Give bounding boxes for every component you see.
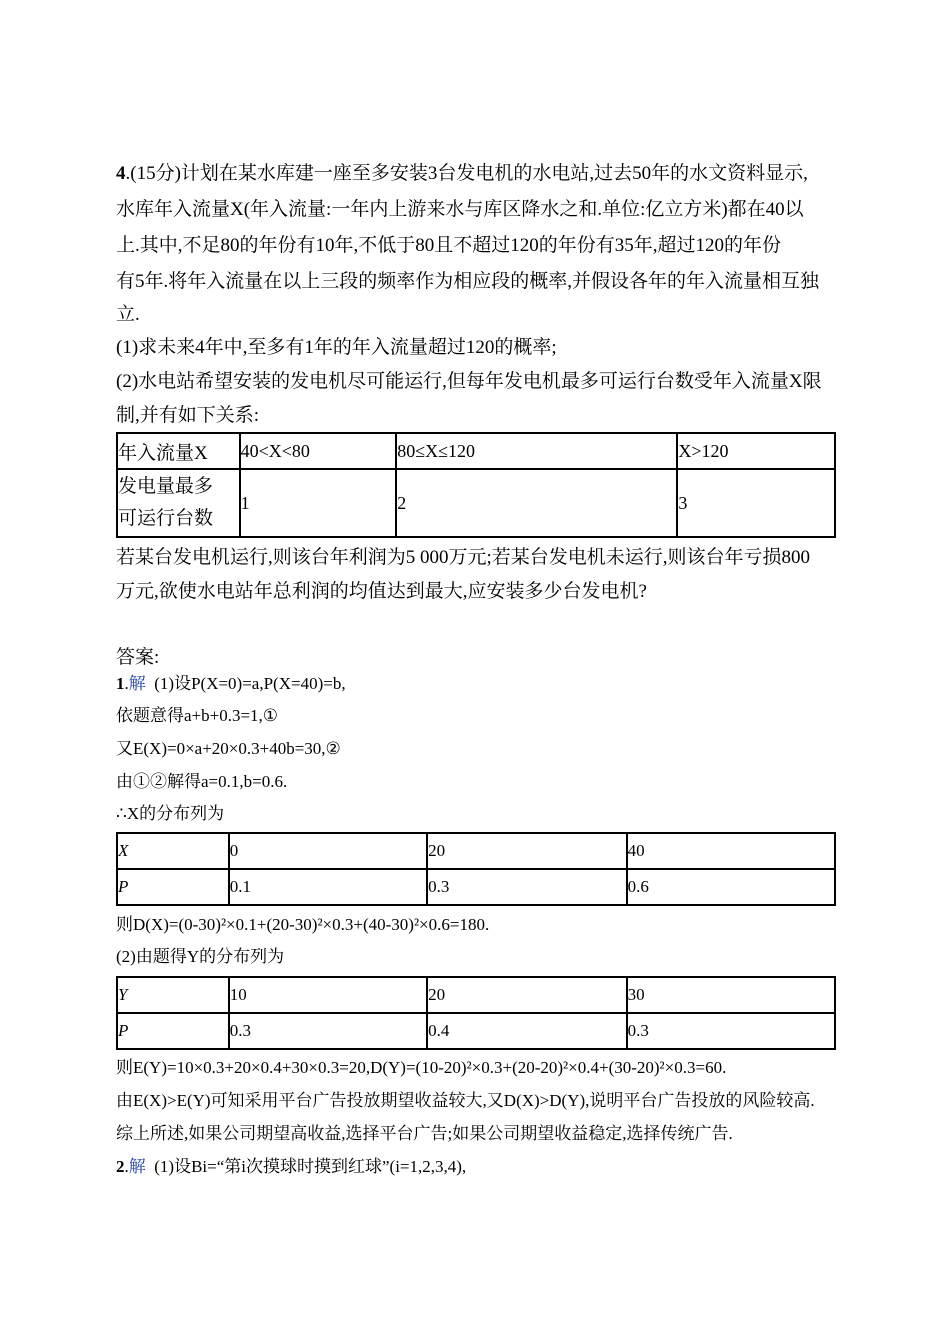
answers-heading: 答案: [116,647,160,668]
flow-table-cell: 3 [677,469,835,537]
question-2-line-2: 制,并有如下关系: [116,405,260,426]
table-cell: 0 [229,833,427,869]
flow-table-row-header [117,433,835,469]
problem-after-line-2: 万元,欲使水电站年总利润的均值达到最大,应安装多少台发电机? [116,581,647,602]
distribution-table-y [116,976,836,1050]
flow-table-cell: 2 [396,469,677,537]
table-cell: 40 [627,833,835,869]
answer-2-number: 2 [116,1157,125,1176]
answer-1-line-10: 综上所述,如果公司期望高收益,选择平台广告;如果公司期望收益稳定,选择传统广告. [116,1124,733,1143]
table-cell: X [117,833,229,869]
table-cell: 20 [427,977,626,1013]
table-cell: 30 [627,977,835,1013]
flow-table-cell: 发电量最多 可运行台数 [117,469,240,537]
table-cell: 10 [229,977,427,1013]
problem-line-1: 4.(15分)计划在某水库建一座至多安装3台发电机的水电站,过去50年的水文资料显示, [116,163,808,184]
table-cell: 0.3 [229,1013,427,1049]
problem-after-line-1: 若某台发电机运行,则该台年利润为5 000万元;若某台发电机未运行,则该台年亏损800 [116,547,811,568]
question-2-line-1: (2)水电站希望安装的发电机尽可能运行,但每年发电机最多可运行台数受年入流量X限 [116,371,822,392]
answer-1-line-3: 又E(X)=0×a+20×0.3+40b=30,② [116,739,341,758]
answer-1-line-9: 由E(X)>E(Y)可知采用平台广告投放期望收益较大,又D(X)>D(Y),说明平台广告投放的风险较高. [116,1091,815,1110]
distribution-table-y-row-values [117,977,835,1013]
flow-table-row-values [117,469,835,537]
problem-line-3: 上.其中,不足80的年份有10年,不低于80且不超过120的年份有35年,超过120的年份 [116,235,782,256]
table-cell: 0.6 [627,869,835,905]
answer-1-number: 1 [116,674,125,693]
flow-table-cell: X>120 [677,433,835,469]
answer-1-line-2: 依题意得a+b+0.3=1,① [116,706,279,725]
answer-2-line-1: 2.解 (1)设Bi=“第i次摸球时摸到红球”(i=1,2,3,4), [116,1157,467,1176]
flow-table-cell: 年入流量X [117,433,240,469]
distribution-table-x [116,832,836,906]
flow-table [116,432,836,538]
distribution-table-x-row-values [117,833,835,869]
answer-1-line-8: 则E(Y)=10×0.3+20×0.4+30×0.3=20,D(Y)=(10-20)²×0.3+(20-20)²×0.4+(30-20)²×0.3=60. [116,1058,727,1077]
table-cell: 0.3 [427,869,626,905]
flow-table-cell: 40<X<80 [240,433,397,469]
answer-1-line-5: ∴X的分布列为 [116,804,225,823]
answer-1-line-7: (2)由题得Y的分布列为 [116,947,285,966]
problem-line-4: 有5年.将年入流量在以上三段的频率作为相应段的概率,并假设各年的年入流量相互独 [116,271,820,292]
table-cell: P [117,1013,229,1049]
table-cell: 20 [427,833,626,869]
table-cell: Y [117,977,229,1013]
distribution-table-x-row-probs [117,869,835,905]
flow-table-cell: 1 [240,469,397,537]
answer-1-line-4: 由①②解得a=0.1,b=0.6. [116,772,288,791]
problem-score: (15分) [130,163,181,184]
problem-line-5: 立. [116,304,140,325]
answer-1-jie: 解 [128,674,146,693]
problem-line-2: 水库年入流量X(年入流量:一年内上游来水与库区降水之和.单位:亿立方米)都在40以 [116,199,804,220]
table-cell: 0.4 [427,1013,626,1049]
answer-1-line-6: 则D(X)=(0-30)²×0.1+(20-30)²×0.3+(40-30)²×0.6=180. [116,915,490,934]
answer-2-jie: 解 [128,1157,146,1176]
table-cell: 0.3 [627,1013,835,1049]
table-cell: 0.1 [229,869,427,905]
question-1: (1)求未来4年中,至多有1年的年入流量超过120的概率; [116,337,557,358]
flow-table-cell: 80≤X≤120 [396,433,677,469]
distribution-table-y-row-probs [117,1013,835,1049]
problem-number: 4 [116,163,126,184]
table-cell: P [117,869,229,905]
answer-1-line-1: 1.解 (1)设P(X=0)=a,P(X=40)=b, [116,674,346,693]
